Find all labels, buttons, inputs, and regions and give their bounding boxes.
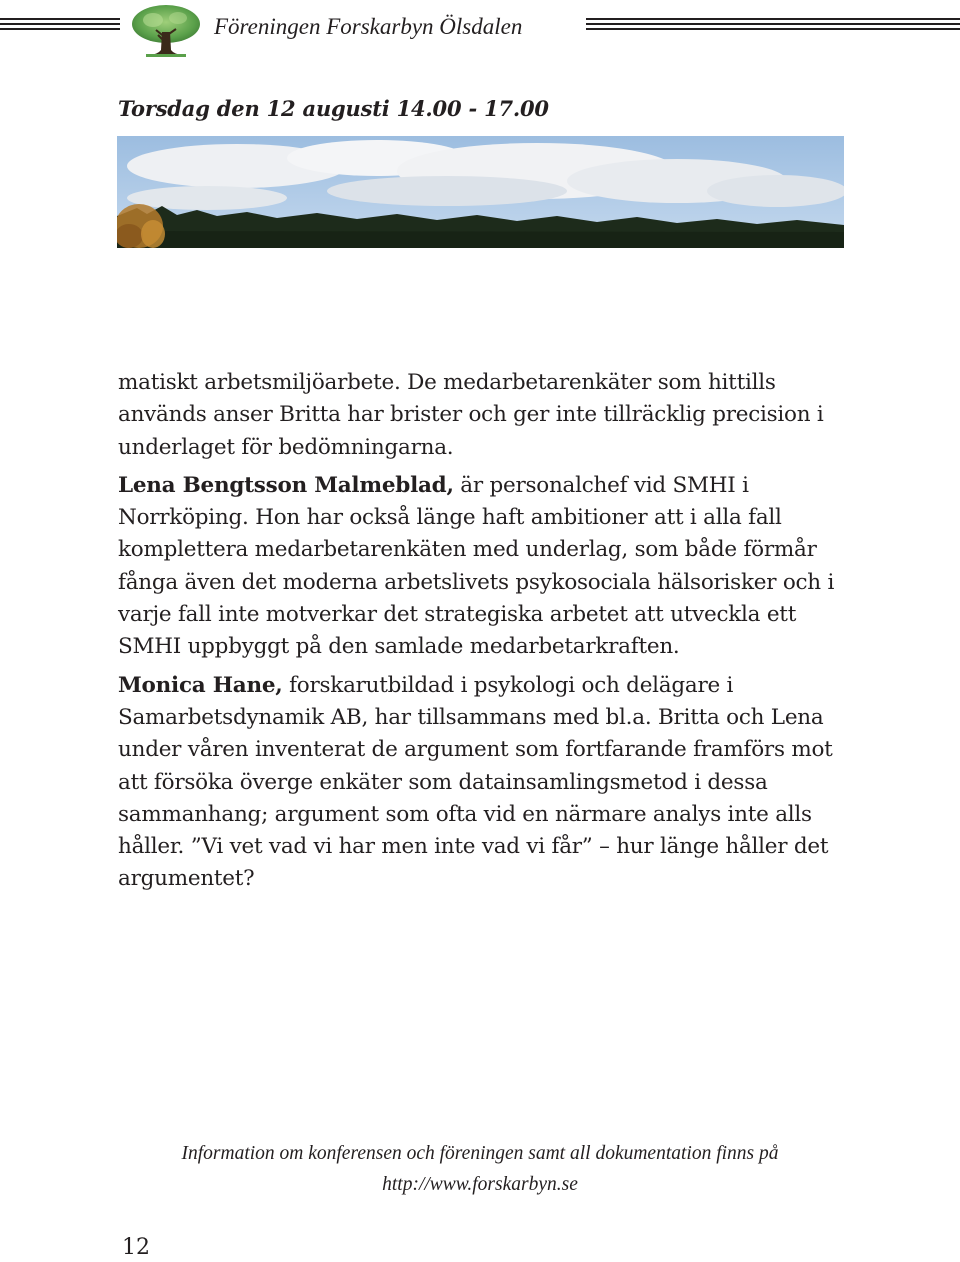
organization-name: Föreningen Forskarbyn Ölsdalen <box>214 14 523 39</box>
landscape-photo <box>117 136 844 248</box>
paragraph-monica <box>118 670 846 896</box>
person-name-monica: Monica Hane, <box>118 672 283 698</box>
article-body <box>118 367 846 896</box>
header-rule-right <box>586 18 960 32</box>
event-date-heading: Torsdag den 12 augusti 14.00 - 17.00 <box>118 96 549 121</box>
footer-url-link[interactable]: http://www.forskarbyn.se <box>382 1174 578 1195</box>
person-name-lena: Lena Bengtsson Malmeblad, <box>118 472 454 498</box>
paragraph-lena-text: är personalchef vid SMHI i Norrköping. Hon har också länge haft ambitioner att i alla fall komplettera medarbetarenkäten med underlag, som både förmår fånga även det moderna arbetslivets psykosociala hälsorisker och i varje fall inte motverkar det strategiska arbetet att utveckla ett SMHI uppbyggt på den samlade medarbetarkraften. <box>118 472 835 660</box>
paragraph-intro: matiskt arbetsmiljöarbete. De medarbetarenkäter som hittills används anser Britta har brister och ger inte tillräcklig precision i underlaget för bedömningarna. <box>118 370 824 460</box>
page-header <box>0 0 960 60</box>
footer-info: Information om konferensen och föreningen samt all dokumentation finns på <box>181 1143 779 1164</box>
tree-icon <box>128 2 204 58</box>
paragraph-lena <box>118 470 846 664</box>
paragraph-monica-text: forskarutbildad i psykologi och delägare i Samarbetsdynamik AB, har tillsammans med bl.a. Britta och Lena under våren inventerat de argument som fortfarande framförs mot att försöka överge enkäter som datainsamlingsmetod i dessa sammanhang; argument som ofta vid en närmare analys inte alls håller. ”Vi vet vad vi har men inte vad vi får” – hur länge håller det argumentet? <box>118 672 833 892</box>
header-rule-left <box>0 18 120 32</box>
page-number: 12 <box>122 1235 150 1260</box>
